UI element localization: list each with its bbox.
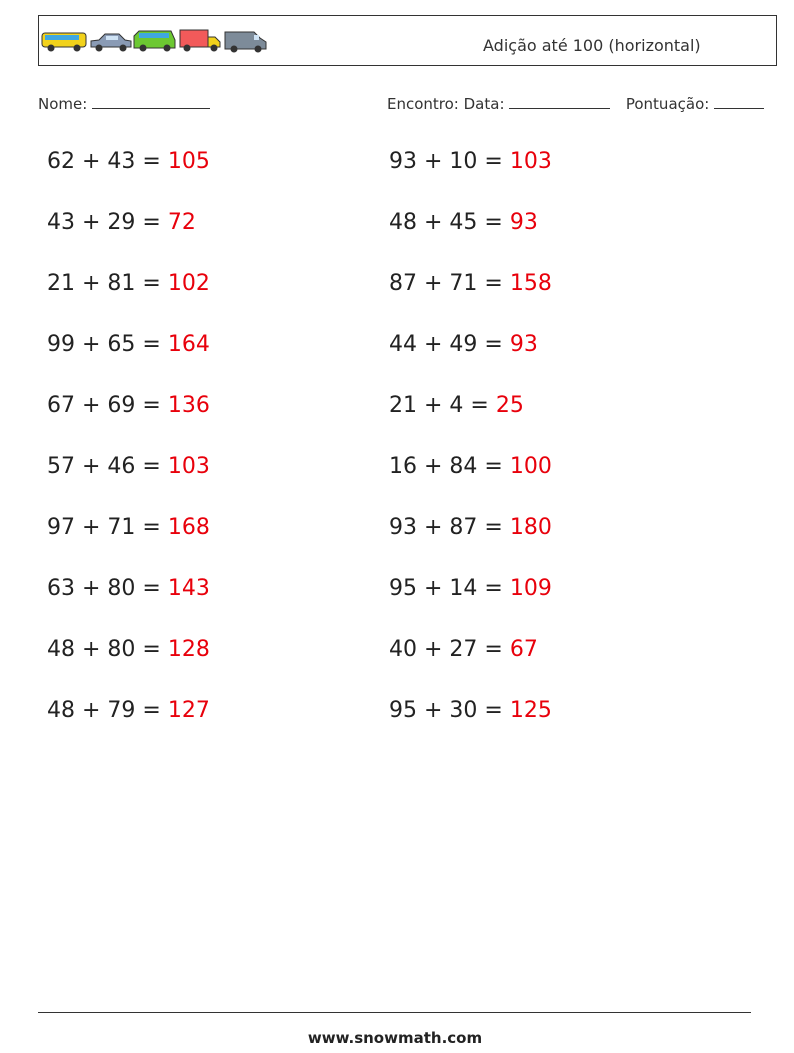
answer: 100 [509, 454, 552, 479]
plus-sign: + [75, 332, 108, 357]
equals-sign: = [477, 149, 510, 174]
equals-sign: = [463, 393, 496, 418]
answer: 127 [167, 698, 210, 723]
equals-sign: = [477, 698, 510, 723]
problem-left-8 [47, 576, 210, 601]
answer: 93 [509, 332, 538, 357]
addend-b: 81 [107, 271, 136, 296]
addend-b: 65 [107, 332, 136, 357]
addend-b: 14 [449, 576, 478, 601]
answer: 67 [509, 637, 538, 662]
header-box [38, 15, 777, 66]
addend-b: 30 [449, 698, 478, 723]
footer-url: www.snowmath.com [307, 1029, 483, 1047]
answer: 25 [495, 393, 524, 418]
answer: 168 [167, 515, 210, 540]
problem-left-6 [47, 454, 210, 479]
addend-a: 21 [47, 271, 75, 296]
plus-sign: + [75, 698, 108, 723]
equals-sign: = [477, 637, 510, 662]
problem-left-10 [47, 698, 210, 723]
plus-sign: + [75, 210, 108, 235]
problem-right-8 [389, 576, 552, 601]
bus-icon [42, 33, 86, 52]
problem-left-7 [47, 515, 210, 540]
equals-sign: = [135, 149, 168, 174]
plus-sign: + [75, 637, 108, 662]
addend-a: 21 [389, 393, 417, 418]
addend-b: 4 [449, 393, 464, 418]
addend-a: 63 [47, 576, 75, 601]
score-blank[interactable] [714, 94, 764, 109]
answer: 102 [167, 271, 210, 296]
equals-sign: = [477, 576, 510, 601]
problem-right-4 [389, 332, 538, 357]
page-title: Adição até 100 (horizontal) [483, 36, 701, 55]
addend-b: 84 [449, 454, 478, 479]
addend-b: 87 [449, 515, 478, 540]
name-blank[interactable] [92, 94, 210, 109]
addend-a: 99 [47, 332, 75, 357]
addend-b: 79 [107, 698, 136, 723]
meeting-field [387, 94, 764, 113]
problem-right-9 [389, 637, 538, 662]
plus-sign: + [417, 515, 450, 540]
addend-b: 71 [107, 515, 136, 540]
addend-b: 46 [107, 454, 136, 479]
answer: 72 [167, 210, 196, 235]
equals-sign: = [477, 454, 510, 479]
addend-b: 10 [449, 149, 478, 174]
addend-a: 67 [47, 393, 75, 418]
plus-sign: + [75, 393, 108, 418]
addend-a: 95 [389, 576, 417, 601]
answer: 158 [509, 271, 552, 296]
addend-b: 43 [107, 149, 136, 174]
addend-a: 95 [389, 698, 417, 723]
addend-a: 93 [389, 149, 417, 174]
addend-b: 69 [107, 393, 136, 418]
plus-sign: + [417, 637, 450, 662]
plus-sign: + [417, 210, 450, 235]
plus-sign: + [417, 271, 450, 296]
equals-sign: = [135, 637, 168, 662]
score-label: Pontuação: [625, 95, 710, 113]
addend-a: 87 [389, 271, 417, 296]
problem-right-6 [389, 454, 552, 479]
answer: 180 [509, 515, 552, 540]
addend-a: 57 [47, 454, 75, 479]
plus-sign: + [417, 393, 450, 418]
problem-right-7 [389, 515, 552, 540]
addend-a: 43 [47, 210, 75, 235]
plus-sign: + [75, 576, 108, 601]
addend-a: 93 [389, 515, 417, 540]
equals-sign: = [477, 271, 510, 296]
truck-icon [180, 30, 220, 52]
addend-b: 49 [449, 332, 478, 357]
name-field [38, 94, 210, 113]
addend-a: 97 [47, 515, 75, 540]
plus-sign: + [75, 149, 108, 174]
equals-sign: = [135, 576, 168, 601]
equals-sign: = [135, 210, 168, 235]
footer-divider [38, 1012, 751, 1013]
name-label: Nome: [38, 95, 88, 113]
problem-left-1 [47, 149, 210, 174]
equals-sign: = [477, 210, 510, 235]
delivery-van-icon [225, 32, 266, 53]
answer: 125 [509, 698, 552, 723]
plus-sign: + [417, 454, 450, 479]
plus-sign: + [417, 698, 450, 723]
date-blank[interactable] [509, 94, 610, 109]
answer: 136 [167, 393, 210, 418]
problem-right-3 [389, 271, 552, 296]
plus-sign: + [75, 515, 108, 540]
equals-sign: = [135, 393, 168, 418]
problem-left-3 [47, 271, 210, 296]
vehicle-icons [41, 28, 271, 54]
addend-a: 62 [47, 149, 75, 174]
addend-a: 40 [389, 637, 417, 662]
plus-sign: + [417, 149, 450, 174]
plus-sign: + [417, 576, 450, 601]
addend-b: 80 [107, 576, 136, 601]
equals-sign: = [135, 332, 168, 357]
plus-sign: + [417, 332, 450, 357]
equals-sign: = [477, 332, 510, 357]
answer: 103 [167, 454, 210, 479]
plus-sign: + [75, 454, 108, 479]
addend-b: 29 [107, 210, 136, 235]
addend-a: 44 [389, 332, 417, 357]
problem-left-9 [47, 637, 210, 662]
equals-sign: = [135, 698, 168, 723]
problem-left-2 [47, 210, 196, 235]
problem-left-4 [47, 332, 210, 357]
addend-a: 48 [47, 637, 75, 662]
addend-a: 16 [389, 454, 417, 479]
problem-right-5 [389, 393, 524, 418]
equals-sign: = [135, 454, 168, 479]
van-icon [134, 31, 175, 52]
equals-sign: = [477, 515, 510, 540]
car-icon [91, 34, 131, 52]
addend-b: 45 [449, 210, 478, 235]
answer: 109 [509, 576, 552, 601]
problem-right-1 [389, 149, 552, 174]
answer: 128 [167, 637, 210, 662]
answer: 164 [167, 332, 210, 357]
addend-a: 48 [389, 210, 417, 235]
problem-right-2 [389, 210, 538, 235]
problem-left-5 [47, 393, 210, 418]
addend-b: 27 [449, 637, 478, 662]
equals-sign: = [135, 271, 168, 296]
answer: 93 [509, 210, 538, 235]
addend-a: 48 [47, 698, 75, 723]
equals-sign: = [135, 515, 168, 540]
addend-b: 80 [107, 637, 136, 662]
answer: 143 [167, 576, 210, 601]
answer: 105 [167, 149, 210, 174]
problem-right-10 [389, 698, 552, 723]
meeting-label: Encontro: Data: [387, 95, 505, 113]
answer: 103 [509, 149, 552, 174]
addend-b: 71 [449, 271, 478, 296]
plus-sign: + [75, 271, 108, 296]
